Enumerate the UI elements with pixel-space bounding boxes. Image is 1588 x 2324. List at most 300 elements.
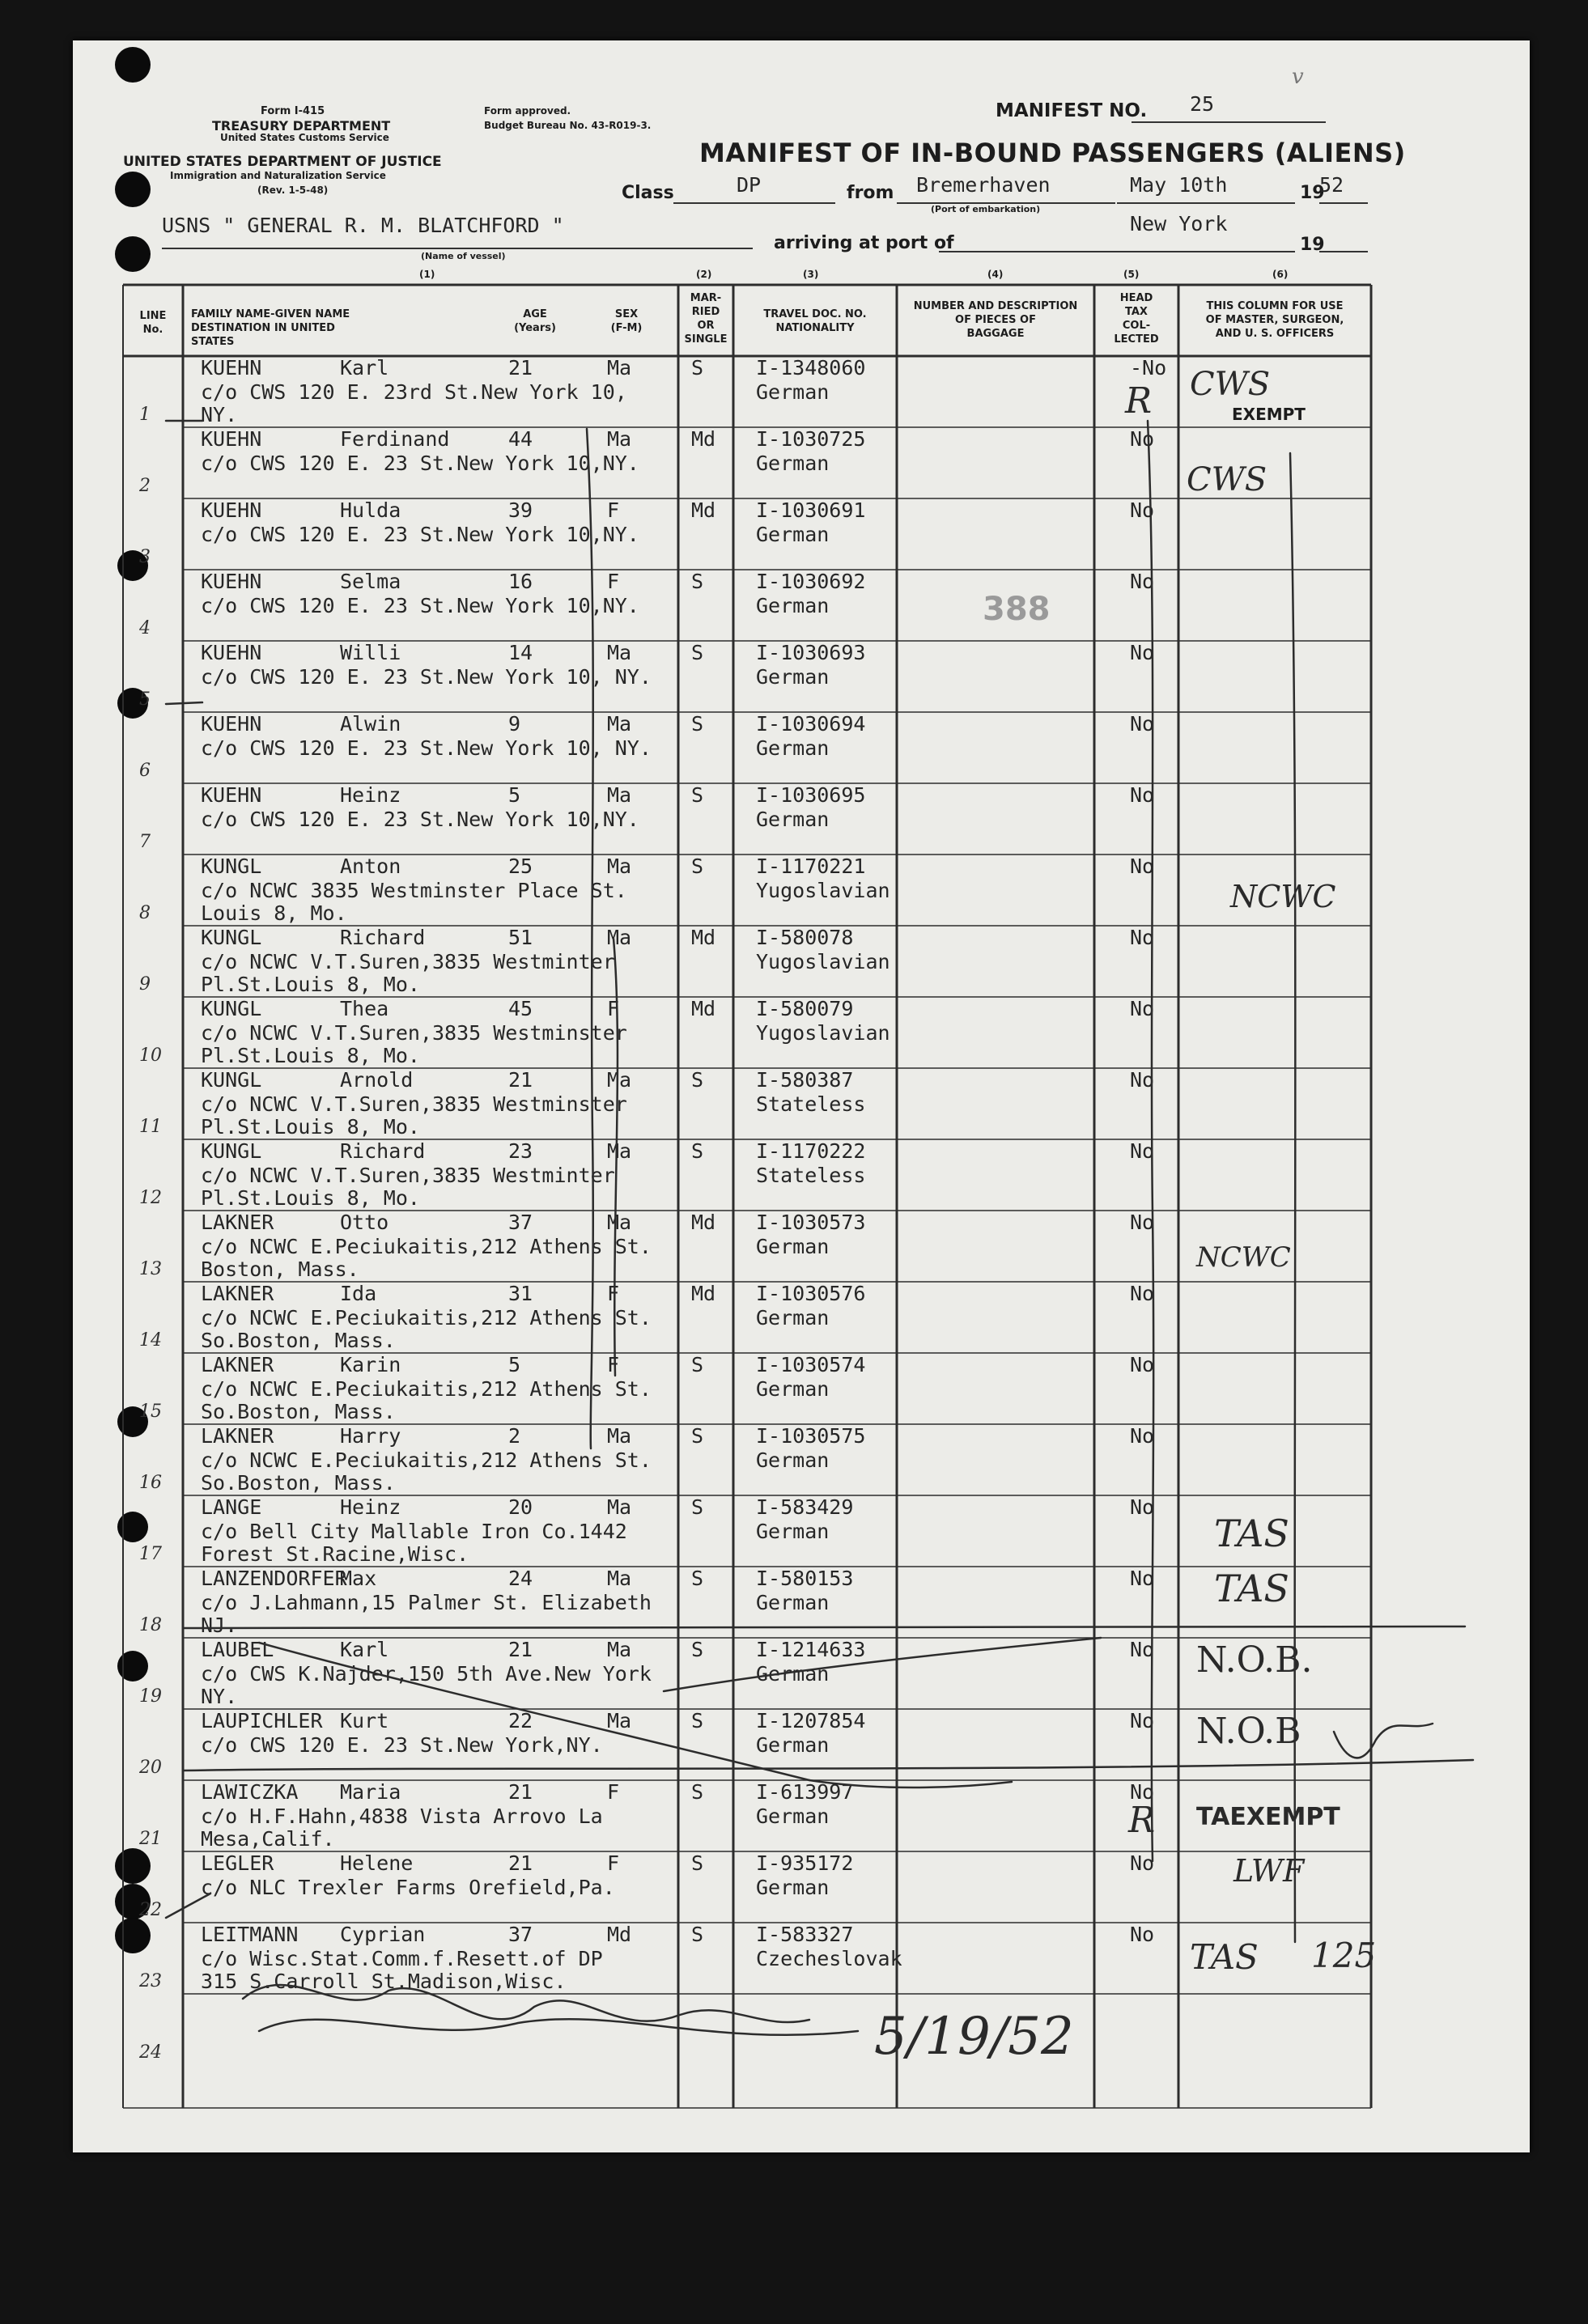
manifest-no-value: 25 (1190, 92, 1215, 116)
destination-line-2: Pl.St.Louis 8, Mo. (201, 1044, 420, 1067)
sex: F (607, 570, 620, 593)
given-name: Karl (340, 356, 389, 380)
annotation-r-1: R (1125, 380, 1153, 422)
col-header-age: AGE (Years) (514, 308, 556, 334)
nationality: German (756, 1377, 830, 1401)
annotation-125: 125 (1311, 1936, 1377, 1975)
sex: Ma (607, 1424, 632, 1448)
given-name: Otto (340, 1211, 389, 1234)
marital-status: S (691, 1567, 704, 1590)
col-header-name: FAMILY NAME-GIVEN NAME DESTINATION IN UNITED STATES (191, 308, 350, 348)
family-name: KUEHN (201, 498, 262, 522)
head-tax: No (1130, 1780, 1155, 1804)
dept-treasury: TREASURY DEPARTMENT (212, 118, 391, 134)
destination: c/o Bell City Mallable Iron Co.1442 (201, 1520, 627, 1543)
age: 21 (508, 1068, 533, 1092)
dept-customs: United States Customs Service (220, 132, 389, 143)
marital-status: S (691, 1923, 704, 1946)
nationality: German (756, 1306, 830, 1330)
destination-line-2: NY. (201, 403, 238, 426)
dept-immigration: Immigration and Naturalization Service (170, 170, 386, 181)
form-revision: (Rev. 1-5-48) (257, 184, 329, 196)
age: 20 (508, 1495, 533, 1519)
head-tax: No (1130, 1353, 1155, 1376)
travel-doc-number: I-1030694 (756, 712, 866, 736)
year-prefix: 19 (1300, 183, 1325, 203)
annotation-nob-1: N.O.B. (1196, 1639, 1313, 1681)
head-tax: No (1130, 641, 1155, 664)
line-number: 7 (139, 832, 151, 852)
travel-doc-number: I-613997 (756, 1780, 854, 1804)
nationality: German (756, 594, 830, 617)
given-name: Karl (340, 1638, 389, 1661)
destination-line-2: NY. (201, 1685, 238, 1708)
nationality: Stateless (756, 1092, 866, 1116)
destination: c/o CWS 120 E. 23 St.New York 10,NY. (201, 523, 639, 546)
line-number: 6 (139, 761, 151, 781)
nationality: German (756, 452, 830, 475)
destination: c/o J.Lahmann,15 Palmer St. Elizabeth (201, 1591, 652, 1614)
nationality: Yugoslavian (756, 1021, 890, 1045)
family-name: LAKNER (201, 1353, 274, 1376)
family-name: KUEHN (201, 641, 262, 664)
sex: Ma (607, 1139, 632, 1163)
nationality: German (756, 1876, 830, 1899)
destination-line-2: So.Boston, Mass. (201, 1471, 396, 1495)
travel-doc-number: I-1030693 (756, 641, 866, 664)
age: 16 (508, 570, 533, 593)
line-number: 8 (139, 903, 151, 923)
col-header-tax: HEAD TAX COL- LECTED (1114, 292, 1159, 346)
marital-status: S (691, 356, 704, 380)
destination-line-2: Pl.St.Louis 8, Mo. (201, 1115, 420, 1139)
port-value: New York (1130, 212, 1228, 235)
destination: c/o Wisc.Stat.Comm.f.Resett.of DP (201, 1947, 603, 1970)
nationality: German (756, 1733, 830, 1757)
line-number: 3 (139, 547, 151, 567)
annotation-cws-1: CWS (1190, 366, 1271, 403)
nationality: German (756, 523, 830, 546)
line-number: 14 (139, 1330, 162, 1351)
head-tax: No (1130, 783, 1155, 807)
age: 21 (508, 356, 533, 380)
travel-doc-number: I-1030725 (756, 427, 866, 451)
given-name: Cyprian (340, 1923, 426, 1946)
destination: c/o CWS 120 E. 23 St.New York 10,NY. (201, 808, 639, 831)
nationality: German (756, 1804, 830, 1828)
family-name: LANZENDORFER (201, 1567, 347, 1590)
line-number: 23 (139, 1971, 162, 1991)
family-name: KUEHN (201, 356, 262, 380)
age: 45 (508, 997, 533, 1020)
given-name: Maria (340, 1780, 401, 1804)
destination: c/o CWS 120 E. 23 St.New York 10, NY. (201, 665, 652, 689)
family-name: KUNGL (201, 926, 262, 949)
arriving-label: arriving at port of (774, 233, 954, 253)
travel-doc-number: I-1348060 (756, 356, 866, 380)
travel-doc-number: I-1214633 (756, 1638, 866, 1661)
nationality: Czecheslovak (756, 1947, 902, 1970)
given-name: Thea (340, 997, 389, 1020)
line-number: 16 (139, 1473, 162, 1493)
age: 21 (508, 1780, 533, 1804)
marital-status: Md (691, 427, 716, 451)
given-name: Ida (340, 1282, 377, 1305)
destination: c/o NCWC 3835 Westminster Place St. (201, 879, 627, 902)
sex: Ma (607, 356, 632, 380)
annotation-ncwc-1: NCWC (1230, 879, 1336, 914)
given-name: Anton (340, 855, 401, 878)
given-name: Heinz (340, 783, 401, 807)
sex: Ma (607, 1495, 632, 1519)
sex: Ma (607, 712, 632, 736)
age: 2 (508, 1424, 521, 1448)
form-number: Form I-415 (261, 105, 325, 117)
age: 39 (508, 498, 533, 522)
line-number: 13 (139, 1259, 162, 1279)
family-name: LAUBEL (201, 1638, 274, 1661)
given-name: Kurt (340, 1709, 389, 1732)
head-tax: No (1130, 1567, 1155, 1590)
destination: c/o NCWC V.T.Suren,3835 Westminster (201, 1092, 627, 1116)
head-tax: No (1130, 1709, 1155, 1732)
sex: F (607, 1282, 620, 1305)
head-tax: No (1130, 997, 1155, 1020)
travel-doc-number: I-1030575 (756, 1424, 866, 1448)
head-tax: No (1130, 1139, 1155, 1163)
sex: F (607, 1851, 620, 1875)
nationality: Yugoslavian (756, 950, 890, 973)
sex: F (607, 498, 620, 522)
destination: c/o CWS 120 E. 23 St.New York 10,NY. (201, 452, 639, 475)
age: 21 (508, 1638, 533, 1661)
family-name: KUEHN (201, 712, 262, 736)
line-number: 4 (139, 618, 151, 638)
column-number-3: (3) (803, 269, 819, 280)
travel-doc-number: I-580153 (756, 1567, 854, 1590)
marital-status: Md (691, 498, 716, 522)
sex: Ma (607, 1567, 632, 1590)
class-value: DP (737, 173, 762, 197)
sex: Ma (607, 1638, 632, 1661)
class-label: Class (622, 183, 674, 203)
destination-line-2: Pl.St.Louis 8, Mo. (201, 973, 420, 996)
annotation-ncwc-2: NCWC (1196, 1241, 1291, 1274)
age: 21 (508, 1851, 533, 1875)
family-name: LEITMANN (201, 1923, 299, 1946)
family-name: LEGLER (201, 1851, 274, 1875)
family-name: KUNGL (201, 1068, 262, 1092)
destination-line-2: Mesa,Calif. (201, 1827, 335, 1851)
given-name: Richard (340, 926, 426, 949)
marital-status: S (691, 1353, 704, 1376)
marital-status: S (691, 1780, 704, 1804)
line-number: 18 (139, 1615, 162, 1635)
nationality: German (756, 1235, 830, 1258)
age: 9 (508, 712, 521, 736)
family-name: LAUPICHLER (201, 1709, 323, 1732)
sex: Ma (607, 926, 632, 949)
head-tax: No (1130, 1923, 1155, 1946)
annotation-tas-1: TAS (1214, 1512, 1289, 1555)
family-name: KUEHN (201, 427, 262, 451)
sex: Ma (607, 855, 632, 878)
nationality: Stateless (756, 1164, 866, 1187)
sex: Ma (607, 1211, 632, 1234)
head-tax: No (1130, 427, 1155, 451)
annotation-exempt-1: EXEMPT (1232, 405, 1306, 424)
head-tax: No (1130, 1851, 1155, 1875)
line-number: 24 (139, 2042, 162, 2063)
travel-doc-number: I-583429 (756, 1495, 854, 1519)
head-tax: No (1130, 855, 1155, 878)
nationality: German (756, 1448, 830, 1472)
marital-status: S (691, 1851, 704, 1875)
travel-doc-number: I-1030692 (756, 570, 866, 593)
destination: c/o NCWC E.Peciukaitis,212 Athens St. (201, 1306, 652, 1330)
travel-doc-number: I-1030695 (756, 783, 866, 807)
sex: F (607, 1780, 620, 1804)
destination-line-2: Pl.St.Louis 8, Mo. (201, 1186, 420, 1210)
head-tax: No (1130, 498, 1155, 522)
bureau-number: Budget Bureau No. 43-R019-3. (484, 120, 652, 131)
nationality: German (756, 380, 830, 404)
head-tax: No (1130, 1424, 1155, 1448)
line-number: 9 (139, 974, 151, 994)
given-name: Helene (340, 1851, 414, 1875)
signature-date: 5/19/52 (874, 2007, 1074, 2067)
travel-doc-number: I-1030576 (756, 1282, 866, 1305)
sex: Ma (607, 783, 632, 807)
line-number: 17 (139, 1544, 162, 1564)
column-number-4: (4) (987, 269, 1004, 280)
nationality: German (756, 1662, 830, 1686)
given-name: Max (340, 1567, 377, 1590)
marital-status: Md (691, 926, 716, 949)
given-name: Ferdinand (340, 427, 450, 451)
family-name: LAKNER (201, 1211, 274, 1234)
line-number: 19 (139, 1686, 162, 1707)
given-name: Karin (340, 1353, 401, 1376)
corner-mark: v (1292, 65, 1304, 89)
age: 23 (508, 1139, 533, 1163)
form-approved: Form approved. (484, 105, 571, 117)
age: 24 (508, 1567, 533, 1590)
destination-line-2: NJ. (201, 1614, 238, 1637)
column-number-2: (2) (696, 269, 712, 280)
nationality: German (756, 1591, 830, 1614)
line-number: 21 (139, 1829, 162, 1849)
manifest-no-label: MANIFEST NO. (996, 100, 1148, 121)
destination-line-2: 315 S.Carroll St.Madison,Wisc. (201, 1970, 567, 1993)
age: 22 (508, 1709, 533, 1732)
col-header-baggage: NUMBER AND DESCRIPTION OF PIECES OF BAGGAGE (913, 300, 1078, 340)
age: 5 (508, 1353, 521, 1376)
given-name: Arnold (340, 1068, 414, 1092)
dept-justice: UNITED STATES DEPARTMENT OF JUSTICE (123, 154, 442, 170)
travel-doc-number: I-1030574 (756, 1353, 866, 1376)
destination: c/o NCWC E.Peciukaitis,212 Athens St. (201, 1377, 652, 1401)
line-number: 20 (139, 1758, 162, 1778)
travel-doc-number: I-1030573 (756, 1211, 866, 1234)
given-name: Willi (340, 641, 401, 664)
destination: c/o NCWC E.Peciukaitis,212 Athens St. (201, 1448, 652, 1472)
family-name: LANGE (201, 1495, 262, 1519)
head-tax: No (1130, 712, 1155, 736)
sex: F (607, 1353, 620, 1376)
marital-status: Md (691, 1282, 716, 1305)
destination: c/o NCWC V.T.Suren,3835 Westminster (201, 1021, 627, 1045)
line-number: 5 (139, 689, 151, 710)
col-header-line: LINE No. (139, 310, 167, 336)
from-label: from (847, 183, 894, 203)
destination: c/o CWS K.Najder,150 5th Ave.New York (201, 1662, 652, 1686)
annotation-lwf: LWF (1233, 1853, 1305, 1889)
travel-doc-number: I-580387 (756, 1068, 854, 1092)
annotation-nob-2: N.O.B (1196, 1711, 1301, 1752)
manifest-title: MANIFEST OF IN-BOUND PASSENGERS (ALIENS) (699, 138, 1406, 168)
head-tax: No (1130, 570, 1155, 593)
year2-prefix: 19 (1300, 235, 1325, 255)
travel-doc-number: I-583327 (756, 1923, 854, 1946)
marital-status: S (691, 712, 704, 736)
column-number-1: (1) (419, 269, 435, 280)
line-number: 1 (139, 405, 151, 425)
annotation-r-2: R (1128, 1800, 1156, 1841)
from-value: Bremerhaven (916, 173, 1051, 197)
column-number-6: (6) (1272, 269, 1289, 280)
nationality: German (756, 736, 830, 760)
year-value: 52 (1319, 173, 1344, 197)
marital-status: S (691, 1638, 704, 1661)
travel-doc-number: I-1170222 (756, 1139, 866, 1163)
destination: c/o NLC Trexler Farms Orefield,Pa. (201, 1876, 615, 1899)
marital-status: Md (691, 1211, 716, 1234)
family-name: KUEHN (201, 570, 262, 593)
travel-doc-number: I-1207854 (756, 1709, 866, 1732)
given-name: Heinz (340, 1495, 401, 1519)
destination-line-2: So.Boston, Mass. (201, 1400, 396, 1423)
family-name: LAKNER (201, 1282, 274, 1305)
head-tax: No (1130, 1638, 1155, 1661)
line-number: 22 (139, 1900, 162, 1920)
head-tax: -No (1130, 356, 1167, 380)
marital-status: S (691, 570, 704, 593)
travel-doc-number: I-1030691 (756, 498, 866, 522)
annotation-tas-3: TAS (1190, 1937, 1259, 1977)
head-tax: No (1130, 1495, 1155, 1519)
line-number: 10 (139, 1045, 162, 1066)
age: 37 (508, 1923, 533, 1946)
marital-status: S (691, 855, 704, 878)
marital-status: S (691, 1709, 704, 1732)
family-name: KUNGL (201, 855, 262, 878)
marital-status: S (691, 1495, 704, 1519)
travel-doc-number: I-580079 (756, 997, 854, 1020)
sex: Ma (607, 1068, 632, 1092)
family-name: LAKNER (201, 1424, 274, 1448)
travel-doc-number: I-935172 (756, 1851, 854, 1875)
line-number: 2 (139, 476, 151, 496)
head-tax: No (1130, 1282, 1155, 1305)
marital-status: Md (691, 997, 716, 1020)
col-header-married: MAR- RIED OR SINGLE (684, 292, 728, 346)
age: 37 (508, 1211, 533, 1234)
travel-doc-number: I-1170221 (756, 855, 866, 878)
sex: F (607, 997, 620, 1020)
marital-status: S (691, 783, 704, 807)
age: 44 (508, 427, 533, 451)
annotation-tas-2: TAS (1214, 1567, 1289, 1610)
embarkation-note: (Port of embarkation) (931, 204, 1041, 214)
destination-line-2: Forest St.Racine,Wisc. (201, 1542, 469, 1566)
line-number: 11 (139, 1117, 162, 1137)
vessel-note: (Name of vessel) (421, 251, 506, 261)
family-name: KUNGL (201, 1139, 262, 1163)
line-number: 15 (139, 1402, 162, 1422)
given-name: Richard (340, 1139, 426, 1163)
age: 14 (508, 641, 533, 664)
vessel-name: USNS " GENERAL R. M. BLATCHFORD " (162, 214, 564, 237)
nationality: German (756, 665, 830, 689)
given-name: Alwin (340, 712, 401, 736)
family-name: KUNGL (201, 997, 262, 1020)
destination: c/o H.F.Hahn,4838 Vista Arrovo La (201, 1804, 603, 1828)
travel-doc-number: I-580078 (756, 926, 854, 949)
column-number-5: (5) (1123, 269, 1140, 280)
annotation-cws-2: CWS (1187, 461, 1267, 498)
age: 25 (508, 855, 533, 878)
given-name: Hulda (340, 498, 401, 522)
given-name: Harry (340, 1424, 401, 1448)
col-header-travel: TRAVEL DOC. NO. NATIONALITY (763, 308, 867, 334)
marital-status: S (691, 1424, 704, 1448)
sex: Md (607, 1923, 632, 1946)
marital-status: S (691, 1068, 704, 1092)
destination: c/o CWS 120 E. 23rd St.New York 10, (201, 380, 627, 404)
marital-status: S (691, 641, 704, 664)
sex: Ma (607, 1709, 632, 1732)
destination: c/o CWS 120 E. 23 St.New York,NY. (201, 1733, 603, 1757)
nationality: Yugoslavian (756, 879, 890, 902)
col-header-officers: THIS COLUMN FOR USE OF MASTER, SURGEON, AND U. S. OFFICERS (1205, 300, 1344, 340)
head-tax: No (1130, 1068, 1155, 1092)
date-value: May 10th (1130, 173, 1228, 197)
sex: Ma (607, 427, 632, 451)
family-name: LAWICZKA (201, 1780, 299, 1804)
destination: c/o NCWC V.T.Suren,3835 Westminter (201, 1164, 615, 1187)
age: 5 (508, 783, 521, 807)
destination: c/o CWS 120 E. 23 St.New York 10,NY. (201, 594, 639, 617)
destination: c/o NCWC V.T.Suren,3835 Westminter (201, 950, 615, 973)
line-number: 12 (139, 1188, 162, 1208)
nationality: German (756, 808, 830, 831)
destination-line-2: So.Boston, Mass. (201, 1329, 396, 1352)
head-tax: No (1130, 926, 1155, 949)
stamp-number: 388 (983, 591, 1051, 628)
age: 51 (508, 926, 533, 949)
sex: Ma (607, 641, 632, 664)
destination: c/o NCWC E.Peciukaitis,212 Athens St. (201, 1235, 652, 1258)
nationality: German (756, 1520, 830, 1543)
destination-line-2: Louis 8, Mo. (201, 901, 347, 925)
marital-status: S (691, 1139, 704, 1163)
family-name: KUEHN (201, 783, 262, 807)
age: 31 (508, 1282, 533, 1305)
given-name: Selma (340, 570, 401, 593)
destination: c/o CWS 120 E. 23 St.New York 10, NY. (201, 736, 652, 760)
col-header-sex: SEX (F-M) (610, 308, 643, 334)
